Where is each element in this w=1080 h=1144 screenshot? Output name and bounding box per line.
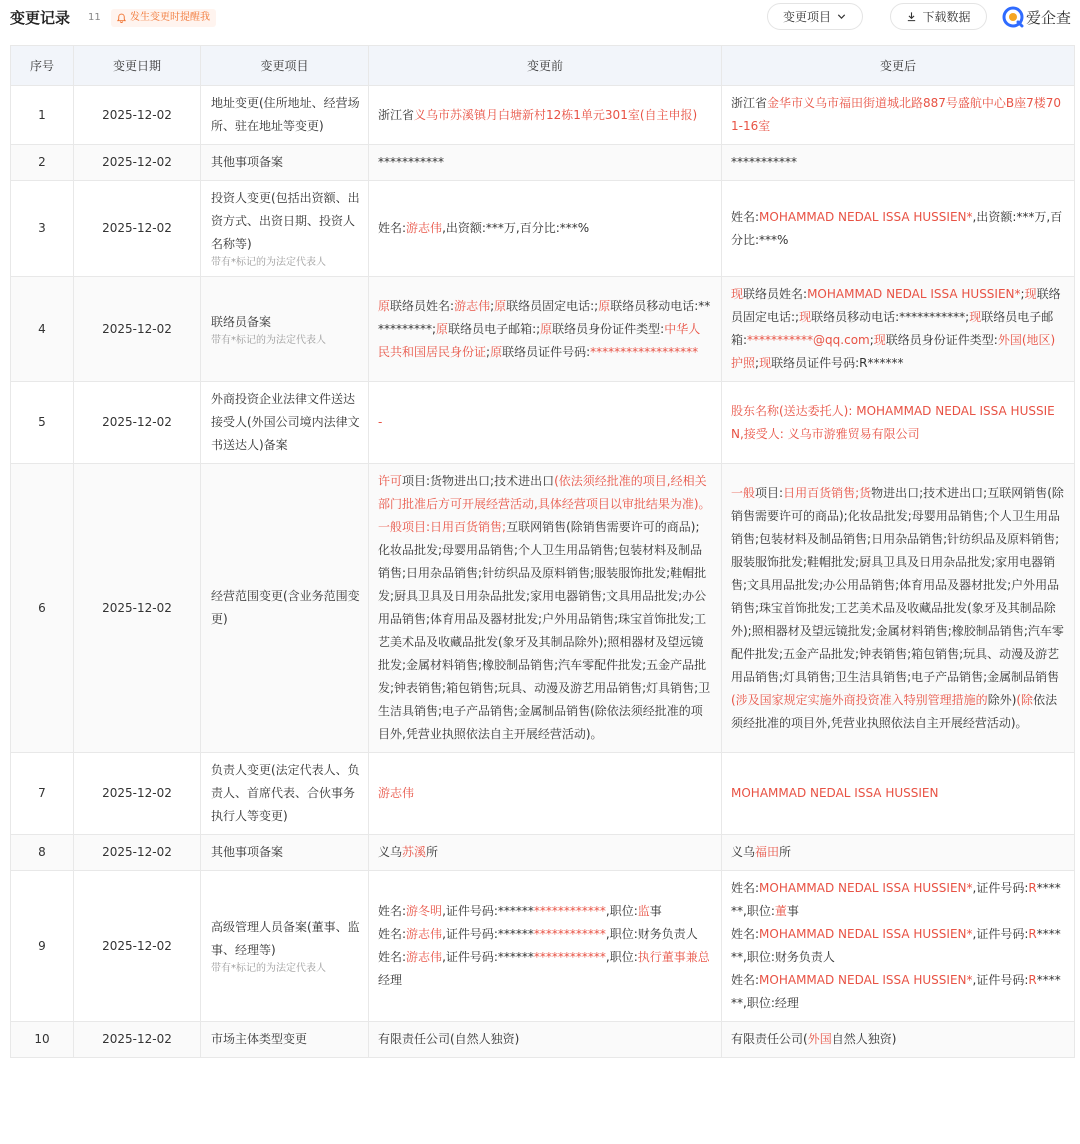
text-segment: ; (1020, 287, 1025, 301)
highlighted-text: MOHAMMAD NEDAL ISSA HUSSIEN* (759, 881, 973, 895)
table-row (11, 1022, 1075, 1058)
text-segment: ; (490, 298, 495, 313)
text-segment: 自然人独资) (831, 1032, 897, 1046)
before-value-cell (369, 86, 722, 145)
bell-icon (116, 13, 127, 24)
after-value-cell (722, 1022, 1075, 1058)
text-segment: 物进出口;技术进出口;互联网销售(除销售需要许可的商品);化妆品批发;母婴用品销售;个人卫生用品销售;包装材料及制品销售;日用杂品销售;针纺织品及原料销售;服装服饰批发;鞋帽批发;厨具卫具及日用杂品批发;家用电器销售;文具用品批发;办公用品销售;体育用品及器材批发;户外用品销售;珠宝首饰批发;工艺美术品及收藏品批发(象牙及其制品除外);照相器材及望远镜批发;金属材料销售;橡胶制品销售;汽车零配件批发;五金产品批发;钟表销售;箱包销售;玩具、动漫及游艺用品销售;灯具销售;卫生洁具销售;电子产品销售;金属制品销售 (731, 485, 1064, 684)
highlighted-text: 游志伟 (454, 298, 491, 313)
text-segment: 联络员证件号码: (502, 344, 591, 359)
highlighted-text: 日用百货销售; (783, 485, 860, 500)
text-segment: 互联网销售(除销售需要许可的商品);化妆品批发;母婴用品销售;个人卫生用品销售;包装材料及制品销售;日用杂品销售;针纺织品及原料销售;服装服饰批发;鞋帽批发;厨具卫具及日用杂品批发;家用电器销售;文具用品批发;办公用品销售;体育用品及器材批发;户外用品销售;珠宝首饰批发;工艺美术品及收藏品批发(象牙及其制品除外);照相器材及望远镜批发;金属材料销售;橡胶制品销售;汽车零配件批发;五金产品批发;钟表销售;箱包销售;玩具、动漫及游艺用品销售;灯具销售;卫生洁具销售;电子产品销售;金属制品销售(除依法须经批准的项目外,凭营业执照依法自主开展经营活动)。 (378, 520, 711, 741)
text-segment: 联络员姓名: (743, 287, 808, 301)
text-segment: 所 (779, 845, 792, 859)
after-value-cell (722, 753, 1075, 835)
highlighted-text: 现 (969, 310, 982, 324)
text-segment: 姓名: (378, 221, 407, 235)
highlighted-text: R (1028, 973, 1037, 987)
change-item-label: 联络员备案 (211, 314, 272, 329)
change-item-label: 负责人变更(法定代表人、负责人、首席代表、合伙事务执行人等变更) (211, 763, 360, 823)
text-segment: *********** (378, 155, 444, 169)
table-row (11, 871, 1075, 1022)
column-header-seq: 序号 (11, 46, 74, 86)
text-segment: 联络员固定电话:; (506, 298, 599, 313)
after-value-cell (722, 835, 1075, 871)
before-value-cell (369, 835, 722, 871)
seq-cell: 4 (11, 277, 74, 382)
table-header-row (11, 46, 1075, 86)
text-segment: 联络员身份证件类型: (885, 333, 998, 347)
after-value-line (731, 877, 1064, 923)
download-label: 下载数据 (922, 10, 971, 24)
text-segment: ; (869, 333, 874, 347)
after-value-line (731, 969, 1064, 1015)
highlighted-text: MOHAMMAD NEDAL ISSA HUSSIEN* (807, 287, 1021, 301)
change-item-label: 市场主体类型变更 (211, 1032, 308, 1046)
text-segment: 义乌 (378, 845, 403, 859)
text-segment: 浙江省 (378, 107, 415, 122)
text-segment: ,证件号码:****** (442, 904, 534, 918)
legal-rep-note: 带有*标记的为法定代表人 (211, 257, 326, 268)
text-segment: 联络员电子邮箱: (731, 310, 1054, 347)
highlighted-text: 原 (598, 298, 611, 313)
legal-rep-note: 带有*标记的为法定代表人 (211, 963, 326, 974)
text-segment: 联络员移动电话:***********; (811, 310, 970, 324)
change-item-label: 其他事项备案 (211, 845, 284, 859)
highlighted-text: (涉及国家规定实施外商投资准入特别管理措施的 (731, 692, 988, 707)
highlighted-text: MOHAMMAD NEDAL ISSA HUSSIEN (731, 786, 939, 800)
legal-rep-note: 带有*标记的为法定代表人 (211, 334, 326, 346)
highlighted-text: 福田 (755, 845, 780, 859)
seq-cell: 9 (11, 871, 74, 1022)
text-segment: 有限责任公司(自然人独资) (378, 1032, 520, 1046)
text-segment: 联络员身份证件类型: (552, 321, 665, 336)
highlighted-text: 现 (759, 356, 772, 370)
highlighted-text: MOHAMMAD NEDAL ISSA HUSSIEN* (759, 209, 973, 224)
text-segment: 经理 (378, 973, 403, 987)
text-segment: 姓名: (731, 209, 760, 224)
text-segment: 事 (649, 904, 662, 918)
table-row (11, 277, 1075, 382)
after-value-cell (722, 382, 1075, 464)
chevron-down-icon (836, 11, 847, 22)
change-item-cell (201, 1022, 369, 1058)
highlighted-text: - (378, 415, 383, 429)
text-segment: ,证件号码: (972, 927, 1029, 941)
change-item-label: 其他事项备案 (211, 155, 284, 169)
highlighted-text: 一般 (731, 485, 756, 500)
highlighted-text: R (1028, 881, 1037, 895)
before-value-cell (369, 464, 722, 753)
highlighted-text: 中华人民共和国 (378, 321, 701, 359)
change-item-cell (201, 464, 369, 753)
seq-cell: 3 (11, 181, 74, 277)
highlighted-text: 金华市义乌市福田街道城北路887号盛航中心B座7楼701-16室 (731, 96, 1062, 133)
highlighted-text: 原 (378, 298, 391, 313)
highlighted-text: ****************** (590, 344, 699, 359)
change-item-cell (201, 277, 369, 382)
highlighted-text: 现 (873, 333, 886, 347)
date-cell: 2025-12-02 (74, 86, 201, 145)
highlighted-text: 游志伟 (406, 927, 443, 941)
highlighted-text: 居民身份证 (426, 344, 487, 359)
seq-cell: 8 (11, 835, 74, 871)
highlighted-text: 原 (436, 321, 449, 336)
text-segment: ******,职位:经理 (731, 973, 1061, 1010)
column-header-before: 变更前 (369, 46, 722, 86)
text-segment: ,职位: (605, 904, 638, 918)
aiqicha-logo-icon (1002, 6, 1024, 28)
highlighted-text: 原 (540, 321, 553, 336)
date-cell: 2025-12-02 (74, 277, 201, 382)
text-segment: ,证件号码: (972, 973, 1029, 987)
text-segment: 姓名: (378, 927, 407, 941)
highlighted-text: 监 (637, 904, 650, 918)
highlighted-text: 外国(地区)护照 (731, 333, 1056, 370)
filter-label: 变更项目 (782, 10, 831, 24)
brand-logo[interactable] (1002, 4, 1071, 30)
text-segment: 联络员证件号码:R****** (771, 356, 904, 370)
change-item-cell (201, 382, 369, 464)
text-segment: ******,职位: (731, 881, 1061, 918)
table-row (11, 145, 1075, 181)
date-cell: 2025-12-02 (74, 871, 201, 1022)
text-segment: 联络员电子邮箱:; (448, 321, 541, 336)
before-value-line (378, 946, 711, 992)
change-item-filter-dropdown[interactable] (767, 3, 863, 30)
change-reminder-label: 发生变更时提醒我 (130, 12, 210, 23)
highlighted-text: 董 (774, 904, 787, 918)
text-segment: ,证件号码: (972, 881, 1029, 895)
text-segment: ; (755, 356, 760, 370)
brand-name: 爱企查 (1026, 8, 1072, 27)
seq-cell: 5 (11, 382, 74, 464)
text-segment: 依法须经批准的项目外,凭营业执照依法自主开展经营活动)。 (731, 692, 1058, 730)
highlighted-text: R (1028, 927, 1037, 941)
after-value-cell (722, 181, 1075, 277)
text-segment: 联络员姓名: (390, 298, 455, 313)
table-row (11, 86, 1075, 145)
highlighted-text: 现 (1024, 287, 1037, 301)
text-segment: ; (486, 344, 491, 359)
highlighted-text: 苏溪 (402, 845, 427, 859)
download-icon (906, 11, 917, 22)
column-header-date: 变更日期 (74, 46, 201, 86)
highlighted-text: 股东名称(送达委托人): MOHAMMAD NEDAL ISSA HUSSIEN,接受人: 义乌市游雅贸易有限公司 (731, 403, 1055, 441)
highlighted-text: 原 (490, 344, 503, 359)
text-segment: 姓名: (731, 881, 760, 895)
text-segment: *********** (731, 155, 797, 169)
before-value-line (378, 923, 711, 946)
before-value-cell (369, 181, 722, 277)
text-segment: 姓名: (378, 904, 407, 918)
change-item-label: 经营范围变更(含业务范围变更) (211, 589, 360, 626)
after-value-cell (722, 277, 1075, 382)
before-value-cell (369, 145, 722, 181)
text-segment: ,证件号码:****** (442, 927, 534, 941)
highlighted-text: 游志伟 (406, 221, 443, 235)
column-header-after: 变更后 (722, 46, 1075, 86)
change-item-cell (201, 86, 369, 145)
highlighted-text: MOHAMMAD NEDAL ISSA HUSSIEN* (759, 927, 973, 941)
text-segment: 姓名: (731, 973, 760, 987)
change-records-table (10, 45, 1075, 1058)
before-value-cell (369, 382, 722, 464)
highlighted-text: ************ (533, 927, 606, 941)
text-segment: 除外) (987, 692, 1017, 707)
date-cell: 2025-12-02 (74, 464, 201, 753)
before-value-cell (369, 871, 722, 1022)
table-row (11, 464, 1075, 753)
after-value-cell (722, 145, 1075, 181)
table-row (11, 753, 1075, 835)
highlighted-text: 游冬明 (406, 904, 443, 918)
highlighted-text: (除 (1016, 692, 1034, 707)
date-cell: 2025-12-02 (74, 1022, 201, 1058)
highlighted-text: 外国 (807, 1032, 832, 1046)
change-item-label: 外商投资企业法律文件送达接受人(外国公司境内法律文书送达人)备案 (211, 392, 360, 452)
date-cell: 2025-12-02 (74, 181, 201, 277)
text-segment: 有限责任公司( (731, 1032, 808, 1046)
before-value-cell (369, 753, 722, 835)
change-item-label: 地址变更(住所地址、经营场所、驻在地址等变更) (211, 96, 360, 133)
page-header (0, 0, 1080, 36)
change-item-cell (201, 145, 369, 181)
before-value-cell (369, 277, 722, 382)
text-segment: 义乌 (731, 845, 756, 859)
table-row (11, 382, 1075, 464)
text-segment: 姓名: (731, 927, 760, 941)
text-segment: 姓名: (378, 950, 407, 964)
change-reminder-button[interactable] (111, 9, 216, 27)
text-segment: 项目:货物进出口;技术进出口 (402, 474, 555, 488)
highlighted-text: 义乌市苏溪镇月白塘新村12栋1单元301室(自主申报) (414, 107, 698, 122)
record-count: 11 (88, 12, 101, 23)
before-value-cell (369, 1022, 722, 1058)
seq-cell: 2 (11, 145, 74, 181)
text-segment: ******,职位:财务负责人 (731, 927, 1061, 964)
text-segment: 联络员移动电话:***********; (378, 298, 711, 336)
highlighted-text: 游志伟 (378, 786, 415, 800)
change-item-label: 投资人变更(包括出资额、出资方式、出资日期、投资人名称等) (211, 191, 360, 251)
table-row (11, 835, 1075, 871)
date-cell: 2025-12-02 (74, 145, 201, 181)
date-cell: 2025-12-02 (74, 753, 201, 835)
text-segment: 联络员固定电话:; (731, 287, 1061, 324)
change-item-cell (201, 835, 369, 871)
highlighted-text: 执行董事兼总 (637, 950, 710, 964)
text-segment: ,出资额:***万,百分比:***% (731, 209, 1063, 247)
text-segment: 所 (426, 845, 439, 859)
after-value-cell (722, 871, 1075, 1022)
highlighted-text: 现 (731, 287, 744, 301)
text-segment: ,职位: (605, 950, 638, 964)
date-cell: 2025-12-02 (74, 835, 201, 871)
download-data-button[interactable] (890, 3, 987, 30)
seq-cell: 1 (11, 86, 74, 145)
highlighted-text: MOHAMMAD NEDAL ISSA HUSSIEN* (759, 973, 973, 987)
table-row (11, 181, 1075, 277)
change-item-label: 高级管理人员备案(董事、监事、经理等) (211, 920, 360, 957)
highlighted-text: 货 (859, 485, 872, 500)
seq-cell: 10 (11, 1022, 74, 1058)
text-segment: 项目: (755, 485, 784, 500)
text-segment: ,职位:财务负责人 (605, 927, 698, 941)
before-value-line (378, 900, 711, 923)
highlighted-text: 现 (799, 310, 812, 324)
highlighted-text: 许可 (378, 474, 403, 488)
change-item-cell (201, 871, 369, 1022)
after-value-cell (722, 86, 1075, 145)
page-title: 变更记录 (10, 9, 71, 27)
after-value-cell (722, 464, 1075, 753)
seq-cell: 6 (11, 464, 74, 753)
column-header-item: 变更项目 (201, 46, 369, 86)
change-item-cell (201, 181, 369, 277)
highlighted-text: ************ (533, 904, 606, 918)
date-cell: 2025-12-02 (74, 382, 201, 464)
highlighted-text: ************ (533, 950, 606, 964)
seq-cell: 7 (11, 753, 74, 835)
highlighted-text: ***********@qq.com (747, 333, 870, 347)
highlighted-text: 游志伟 (406, 950, 443, 964)
highlighted-text: (依法须经批准的项目,经相关部门批准后方可开展经营活动,具体经营项目以审批结果为准)。一般项目:日用百货销售; (378, 474, 711, 534)
change-item-cell (201, 753, 369, 835)
text-segment: 浙江省 (731, 96, 768, 110)
text-segment: ,证件号码:****** (442, 950, 534, 964)
highlighted-text: 原 (494, 298, 507, 313)
text-segment: 事 (786, 904, 799, 918)
text-segment: ,出资额:***万,百分比:***% (442, 221, 590, 235)
after-value-line (731, 923, 1064, 969)
